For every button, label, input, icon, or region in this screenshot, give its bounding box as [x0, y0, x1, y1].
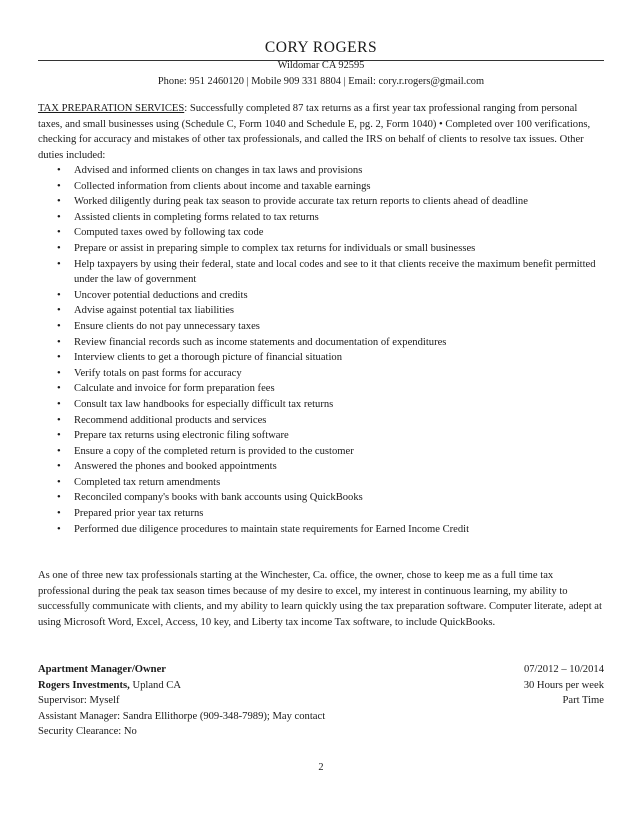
duty-text: Answered the phones and booked appointments [74, 461, 277, 473]
bullet-icon: • [57, 211, 61, 223]
bullet-icon: • [57, 414, 61, 426]
duty-item [38, 163, 604, 179]
duty-text: Ensure clients do not pay unnecessary taxes [74, 320, 260, 332]
candidate-city: Wildomar CA 92595 [277, 60, 365, 71]
duties-list [38, 163, 604, 537]
duty-item [38, 179, 604, 195]
bullet-icon: • [57, 367, 61, 379]
job-assistant: Assistant Manager: Sandra Ellithorpe (909-348-7989); May contact [38, 710, 326, 722]
duty-text: Collected information from clients about income and taxable earnings [74, 180, 371, 192]
bullet-icon: • [57, 258, 61, 270]
bullet-icon: • [57, 476, 61, 488]
duty-item [38, 210, 604, 226]
duty-text: Consult tax law handbooks for especially difficult tax returns [74, 398, 334, 410]
duty-text: Verify totals on past forms for accuracy [74, 367, 242, 379]
duty-item [38, 522, 604, 538]
duty-text: Ensure a copy of the completed return is provided to the customer [74, 445, 354, 457]
duty-text: Computed taxes owed by following tax code [74, 227, 264, 239]
duty-item [38, 194, 604, 210]
bullet-icon: • [57, 242, 61, 254]
bullet-icon: • [57, 336, 61, 348]
bullet-icon: • [57, 289, 61, 301]
bullet-icon: • [57, 492, 61, 504]
duty-text: Calculate and invoice for form preparation fees [74, 383, 275, 395]
summary-paragraph: As one of three new tax professionals starting at the Winchester, Ca. office, the owner, chose to keep me as a full time tax professional during the peak tax season times because of my desire to excel, my interest in continuous learning, my ability to successfully communicate with clients, and my ability to learn quickly using the tax preparation software. Computer literate, adept at using Microsoft Word, Excel, Access, 10 key, and Liberty tax income Tax software, to include QuickBooks. [38, 570, 602, 628]
bullet-icon: • [57, 461, 61, 473]
duty-item [38, 459, 604, 475]
duty-item [38, 241, 604, 257]
job-clearance: Security Clearance: No [38, 726, 137, 738]
bullet-icon: • [57, 227, 61, 239]
duty-text: Advised and informed clients on changes in tax laws and provisions [74, 165, 363, 176]
duty-text: Help taxpayers by using their federal, state and local codes and see to it that clients receive the maximum benefit permitted under the law of government [74, 258, 596, 286]
duty-item [38, 397, 604, 413]
duty-text: Prepare tax returns using electronic filing software [74, 430, 289, 442]
bullet-icon: • [57, 430, 61, 442]
duty-item [38, 303, 604, 319]
bullet-icon: • [57, 445, 61, 457]
candidate-name: CORY ROGERS [264, 39, 378, 56]
job-company: Rogers Investments, [38, 679, 130, 691]
bullet-icon: • [57, 523, 61, 535]
intro-text: : Successfully completed 87 tax returns as a first year tax professional ranging from personal taxes, and small businesses using (Schedule C, Form 1040 and Schedule E, pg. 2, Form 1040) • Completed over 100 verifications, checking for accuracy and mistakes of other tax professionals, and called the IRS on behalf of clients to resolve tax issues. Other duties included: [38, 103, 591, 161]
duty-text: Review financial records such as income statements and documentation of expenditures [74, 336, 447, 348]
bullet-icon: • [57, 320, 61, 332]
section-label: TAX PREPARATION SERVICES [38, 103, 185, 114]
duty-item [38, 444, 604, 460]
experience-intro [38, 101, 604, 163]
job-entry [38, 662, 604, 740]
duty-text: Recommend additional products and services [74, 414, 267, 426]
bullet-icon: • [57, 352, 61, 364]
duty-item [38, 413, 604, 429]
bullet-icon: • [57, 196, 61, 208]
duty-item [38, 288, 604, 304]
duty-text: Worked diligently during peak tax season to provide accurate tax return reports to clients ahead of deadline [74, 196, 528, 208]
bullet-icon: • [57, 165, 61, 176]
duty-item [38, 490, 604, 506]
job-dates: 07/2012 – 10/2014 [523, 664, 604, 675]
job-type: Part Time [562, 695, 604, 707]
job-supervisor-row [38, 693, 604, 709]
page-number: 2 [318, 762, 324, 773]
duty-item [38, 506, 604, 522]
candidate-contact: Phone: 951 2460120 | Mobile 909 331 8804 | Email: cory.r.rogers@gmail.com [157, 76, 485, 87]
job-company-row [38, 678, 604, 694]
duty-text: Uncover potential deductions and credits [74, 289, 248, 301]
duty-text: Completed tax return amendments [74, 476, 221, 488]
duty-item [38, 257, 604, 288]
duty-text: Prepared prior year tax returns [74, 508, 204, 520]
duty-item [38, 335, 604, 351]
bullet-icon: • [57, 508, 61, 520]
duty-text: Performed due diligence procedures to maintain state requirements for Earned Income Credit [74, 523, 470, 535]
bullet-icon: • [57, 180, 61, 192]
bullet-icon: • [57, 305, 61, 317]
job-supervisor: Supervisor: Myself [38, 695, 120, 707]
duty-item [38, 475, 604, 491]
duty-item [38, 350, 604, 366]
bullet-icon: • [57, 398, 61, 410]
duty-text: Reconciled company's books with bank accounts using QuickBooks [74, 492, 363, 504]
job-title-row [38, 662, 604, 678]
job-title: Apartment Manager/Owner [38, 664, 166, 675]
duty-text: Interview clients to get a thorough picture of financial situation [74, 352, 342, 364]
duty-item [38, 366, 604, 382]
duty-text: Prepare or assist in preparing simple to complex tax returns for individuals or small businesses [74, 242, 476, 254]
duty-text: Advise against potential tax liabilities [74, 305, 235, 317]
duty-text: Assisted clients in completing forms related to tax returns [74, 211, 319, 223]
job-location: Upland CA [129, 679, 182, 691]
job-hours: 30 Hours per week [523, 679, 604, 691]
bullet-icon: • [57, 383, 61, 395]
duty-item [38, 225, 604, 241]
resume-page [38, 0, 604, 826]
duty-item [38, 381, 604, 397]
job-company-group [38, 678, 181, 694]
duty-item [38, 428, 604, 444]
duty-item [38, 319, 604, 335]
